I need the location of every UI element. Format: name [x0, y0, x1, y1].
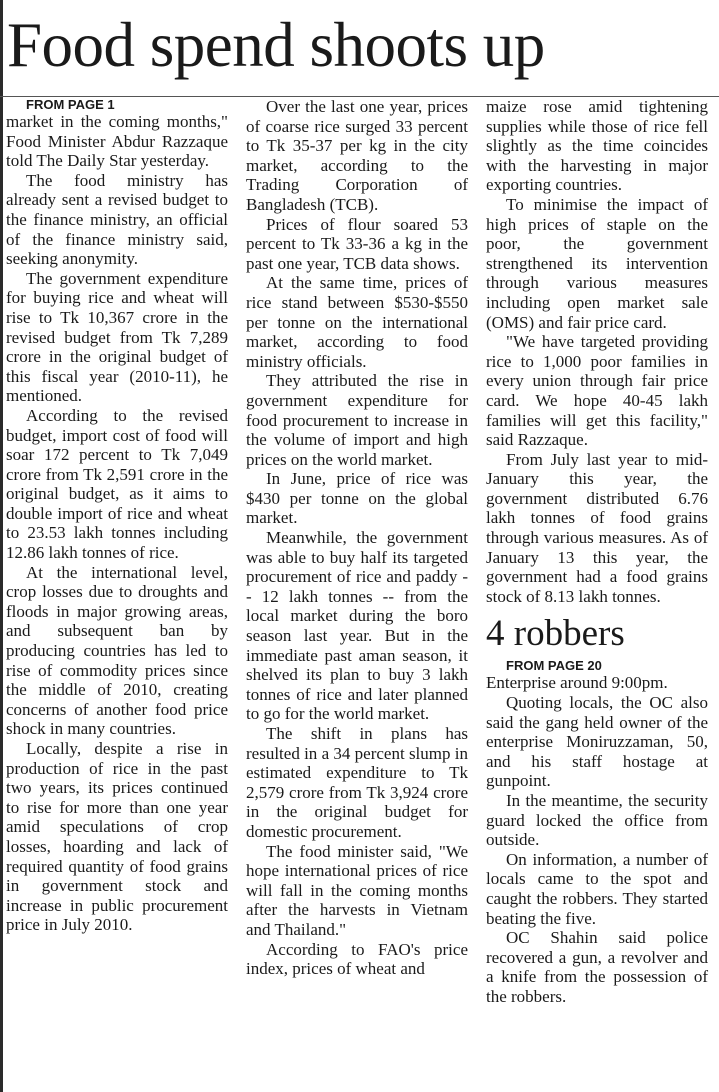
- paragraph: At the international level, crop losses due to droughts and floods in major growing areas, and subsequent ban by producing countries has led to rise of commodity prices since the middle of 2010, creating concerns of another food price shock in many countries.: [6, 562, 228, 739]
- paragraph: maize rose amid tightening supplies while those of rice fell slightly as the time coincides with the harvesting in major exporting countries.: [486, 97, 708, 195]
- paragraph: Prices of flour soared 53 percent to Tk 33-36 a kg in the past one year, TCB data shows.: [246, 214, 468, 273]
- paragraph: They attributed the rise in government expenditure for food procurement to increase in the volume of import and high prices on the world market.: [246, 371, 468, 469]
- paragraph: Quoting locals, the OC also said the gang held owner of the enterprise Moniruzzaman, 50, and his staff hostage at gunpoint.: [486, 693, 708, 791]
- story2-headline: 4 robbers: [486, 613, 625, 655]
- paragraph: According to the revised budget, import cost of food will soar 172 percent to Tk 7,049 crore from Tk 2,591 crore in the original budget, as it aims to double import of rice and wheat to 23.53 lakh tonnes including 12.86 lakh tonnes of rice.: [6, 405, 228, 563]
- paragraph: The government expenditure for buying rice and wheat will rise to Tk 10,367 crore in the revised budget from Tk 7,289 crore in the original budget of this fiscal year (2010-11), he mentioned.: [6, 268, 228, 406]
- paragraph: The food minister said, "We hope international prices of rice will fall in the coming months after the harvests in Vietnam and Thailand.": [246, 841, 468, 939]
- paragraph: market in the coming months," Food Minister Abdur Razzaque told The Daily Star yesterday.: [6, 112, 228, 171]
- paragraph: Over the last one year, prices of coarse rice surged 33 percent to Tk 35-37 per kg in the city market, according to the Trading Corporation of Bangladesh (TCB).: [246, 97, 468, 214]
- paragraph: "We have targeted providing rice to 1,000 poor families in every union through fair price card. We hope 40-45 lakh families will get this facility," said Razzaque.: [486, 332, 708, 450]
- paragraph: At the same time, prices of rice stand between $530-$550 per tonne on the international market, according to food ministry officials.: [246, 273, 468, 371]
- paragraph: Locally, despite a rise in production of rice in the past two years, its prices continued to rise for more than one year amid speculations of crop losses, hoarding and lack of required quantity of food grains in government stock and increase in public procurement price in July 2010.: [6, 739, 228, 935]
- paragraph: From July last year to mid-January this year, the government distributed 6.76 lakh tonnes of food grains through various measures. As of January 13 this year, the government had a food grains stock of 8.13 lakh tonnes.: [486, 449, 708, 606]
- column-2: [246, 97, 468, 979]
- story2-kicker: FROM PAGE 20: [506, 658, 602, 674]
- paragraph: Enterprise around 9:00pm.: [486, 673, 668, 693]
- paragraph: Meanwhile, the government was able to buy half its targeted procurement of rice and paddy -- 12 lakh tonnes -- from the local market during the boro season last year. But in the immediate past aman season, it shelved its plan to buy 3 lakh tonnes of rice and later planned to go for the world market.: [246, 528, 468, 724]
- headline: Food spend shoots up: [7, 10, 545, 80]
- column-1: [6, 97, 228, 935]
- paragraph: The food ministry has already sent a revised budget to the finance ministry, an official of the finance ministry said, seeking anonymity.: [6, 170, 228, 269]
- kicker: FROM PAGE 1: [26, 97, 115, 112]
- paragraph: On information, a number of locals came to the spot and caught the robbers. They started beating the five.: [486, 849, 708, 928]
- paragraph: In June, price of rice was $430 per tonne on the global market.: [246, 469, 468, 528]
- paragraph: According to FAO's price index, prices of wheat and: [246, 939, 468, 979]
- page-left-rule: [0, 0, 3, 1092]
- paragraph: In the meantime, the security guard locked the office from outside.: [486, 791, 708, 850]
- paragraph: The shift in plans has resulted in a 34 percent slump in estimated expenditure to Tk 2,579 crore from Tk 3,924 crore in the original budget for domestic procurement.: [246, 724, 468, 841]
- column-3: [486, 97, 708, 1007]
- paragraph: OC Shahin said police recovered a gun, a revolver and a knife from the possession of the robbers.: [486, 928, 708, 1006]
- paragraph: To minimise the impact of high prices of staple on the poor, the government strengthened its intervention through various measures including open market sale (OMS) and fair price card.: [486, 194, 708, 332]
